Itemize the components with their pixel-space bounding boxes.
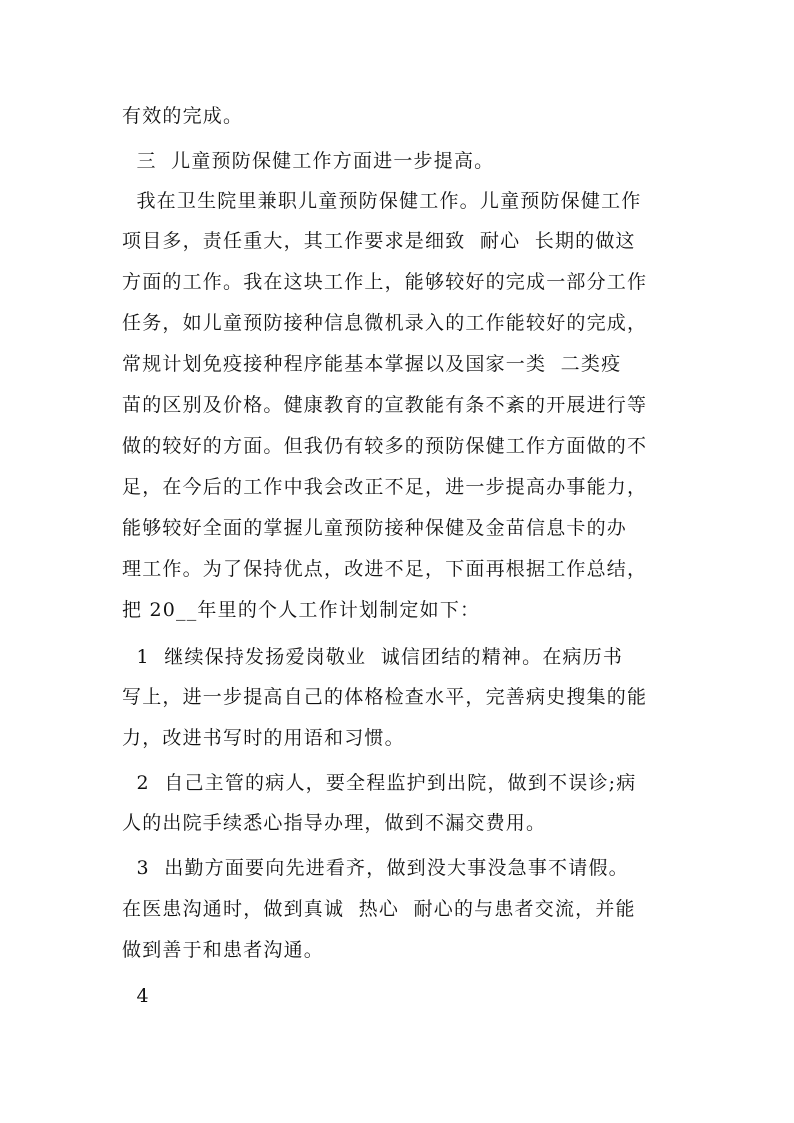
plan-item-2: 2 自己主管的病人，要全程监护到出院，做到不误诊;病 bbox=[122, 772, 637, 794]
text-line-1: 有效的完成。 bbox=[122, 105, 244, 127]
text-line-4: 项目多，责任重大，其工作要求是细致 耐心 长期的做这 bbox=[122, 230, 636, 252]
text-line-3: 我在卫生院里兼职儿童预防保健工作。儿童预防保健工作 bbox=[122, 190, 642, 212]
text-line-7: 常规计划免疫接种程序能基本掌握以及国家一类 二类疫 bbox=[122, 353, 622, 375]
text-line-9: 做的较好的方面。但我仍有较多的预防保健工作方面做的不 bbox=[122, 435, 648, 457]
text-line-16: 力，改进书写时的用语和习惯。 bbox=[122, 727, 405, 749]
section-heading-3: 三 儿童预防保健工作方面进一步提高。 bbox=[122, 150, 495, 172]
plan-item-3: 3 出勤方面要向先进看齐，做到没大事没急事不请假。 bbox=[122, 857, 629, 879]
text-line-15: 写上，进一步提高自己的体格检查水平，完善病史搜集的能 bbox=[122, 686, 648, 708]
text-line-12: 理工作。为了保持优点，改进不足，下面再根据工作总结， bbox=[122, 558, 648, 580]
text-line-6: 任务，如儿童预防接种信息微机录入的工作能较好的完成， bbox=[122, 312, 648, 334]
plan-item-1: 1 继续保持发扬爱岗敬业 诚信团结的精神。在病历书 bbox=[122, 646, 624, 668]
text-line-11: 能够较好全面的掌握儿童预防接种保健及金苗信息卡的办 bbox=[122, 517, 628, 539]
text-line-10: 足，在今后的工作中我会改正不足，进一步提高办事能力， bbox=[122, 476, 648, 498]
plan-item-4: 4 bbox=[122, 985, 150, 1007]
text-line-21: 做到善于和患者沟通。 bbox=[122, 939, 325, 961]
text-line-5: 方面的工作。我在这块工作上，能够较好的完成一部分工作 bbox=[122, 271, 648, 293]
text-line-18: 人的出院手续悉心指导办理，做到不漏交费用。 bbox=[122, 812, 547, 834]
text-line-20: 在医患沟通时，做到真诚 热心 耐心的与患者交流，并能 bbox=[122, 898, 636, 920]
text-line-8: 苗的区别及价格。健康教育的宣教能有条不紊的开展进行等 bbox=[122, 394, 648, 416]
text-line-13: 把 20__年里的个人工作计划制定如下： bbox=[122, 599, 481, 621]
